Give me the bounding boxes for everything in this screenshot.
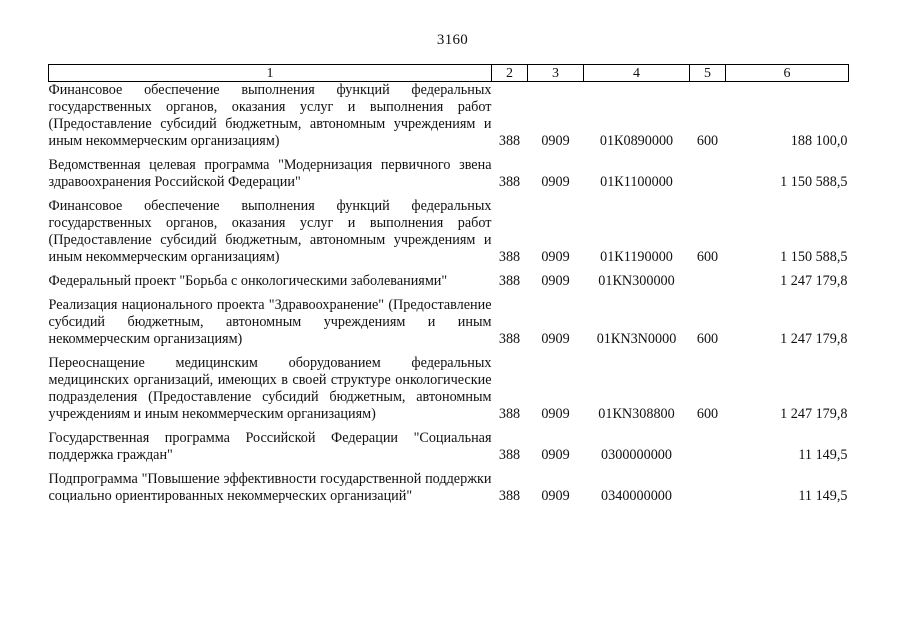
row-cs: 01КN308800 [598,406,675,422]
row-gr: 388 [498,174,521,190]
page-number: 3160 [436,32,469,48]
row-sum: 11 149,5 [798,488,848,504]
row-vr [690,266,726,290]
row-name: Переоснащение медицинским оборудованием федеральных медицинских организаций, имеющих в своей структуре онкологические подразделения (Предоставление субсидий бюджетным, автономным учреждениям и иным некоммерческим организациям) [48,355,492,422]
row-name: Государственная программа Российской Федерации "Социальная поддержка граждан" [48,430,492,463]
row-cs: 01КN300000 [598,273,675,289]
row-gr: 388 [498,133,521,149]
row-sum: 188 100,0 [790,133,848,149]
row-rz: 0909 [541,447,570,463]
table-row [49,290,849,348]
row-name: Подпрограмма "Повышение эффективности государственной поддержки социально ориентированных некоммерческих организаций" [48,471,492,504]
row-sum: 1 150 588,5 [780,174,848,190]
row-rz: 0909 [541,174,570,190]
header-col-1: 1 [49,65,492,82]
table-row [49,82,849,151]
row-sum: 1 150 588,5 [780,249,848,265]
header-col-6: 6 [726,65,849,82]
header-row [49,65,849,82]
row-name: Финансовое обеспечение выполнения функций федеральных государственных органов, оказания услуг и выполнения работ (Предоставление субсидий бюджетным, автономным учреждениям и иным некоммерческим организациям) [48,198,492,265]
row-rz: 0909 [541,488,570,504]
table-row [49,150,849,191]
table-body [49,82,849,506]
row-name: Ведомственная целевая программа "Модернизация первичного звена здравоохранения Российской Федерации" [48,157,492,190]
row-vr [690,150,726,191]
row-rz: 0909 [541,249,570,265]
row-cs: 01КN3N0000 [596,331,677,347]
row-gr: 388 [498,273,521,289]
header-col-3: 3 [528,65,584,82]
row-vr: 600 [696,331,719,347]
row-cs: 0340000000 [601,488,672,504]
row-vr: 600 [696,406,719,422]
table-header [49,65,849,82]
row-cs: 0300000000 [601,447,672,463]
budget-table [48,64,849,505]
row-gr: 388 [498,488,521,504]
row-cs: 01К1190000 [600,249,673,265]
row-name: Реализация национального проекта "Здравоохранение" (Предоставление субсидий бюджетным, автономным учреждениям и иным некоммерческим организациям) [48,297,492,347]
row-sum: 11 149,5 [798,447,848,463]
row-gr: 388 [498,331,521,347]
table-row [49,348,849,423]
table-row [49,464,849,505]
row-sum: 1 247 179,8 [780,406,848,422]
row-vr: 600 [696,249,719,265]
table-row [49,423,849,464]
row-sum: 1 247 179,8 [780,273,848,289]
table-row [49,191,849,266]
row-rz: 0909 [541,406,570,422]
row-name: Финансовое обеспечение выполнения функций федеральных государственных органов, оказания услуг и выполнения работ (Предоставление субсидий бюджетным, автономным учреждениям и иным некоммерческим организациям) [48,82,492,149]
row-gr: 388 [498,406,521,422]
row-vr: 600 [696,133,719,149]
row-sum: 1 247 179,8 [780,331,848,347]
table-row [49,266,849,290]
row-vr [690,464,726,505]
row-rz: 0909 [541,133,570,149]
row-rz: 0909 [541,331,570,347]
row-rz: 0909 [541,273,570,289]
row-name: Федеральный проект "Борьба с онкологическими заболеваниями" [48,273,448,289]
row-gr: 388 [498,447,521,463]
row-cs: 01К0890000 [599,133,674,149]
header-col-2: 2 [492,65,528,82]
row-vr [690,423,726,464]
header-col-4: 4 [584,65,690,82]
row-cs: 01К1100000 [600,174,673,190]
row-gr: 388 [498,249,521,265]
header-col-5: 5 [690,65,726,82]
